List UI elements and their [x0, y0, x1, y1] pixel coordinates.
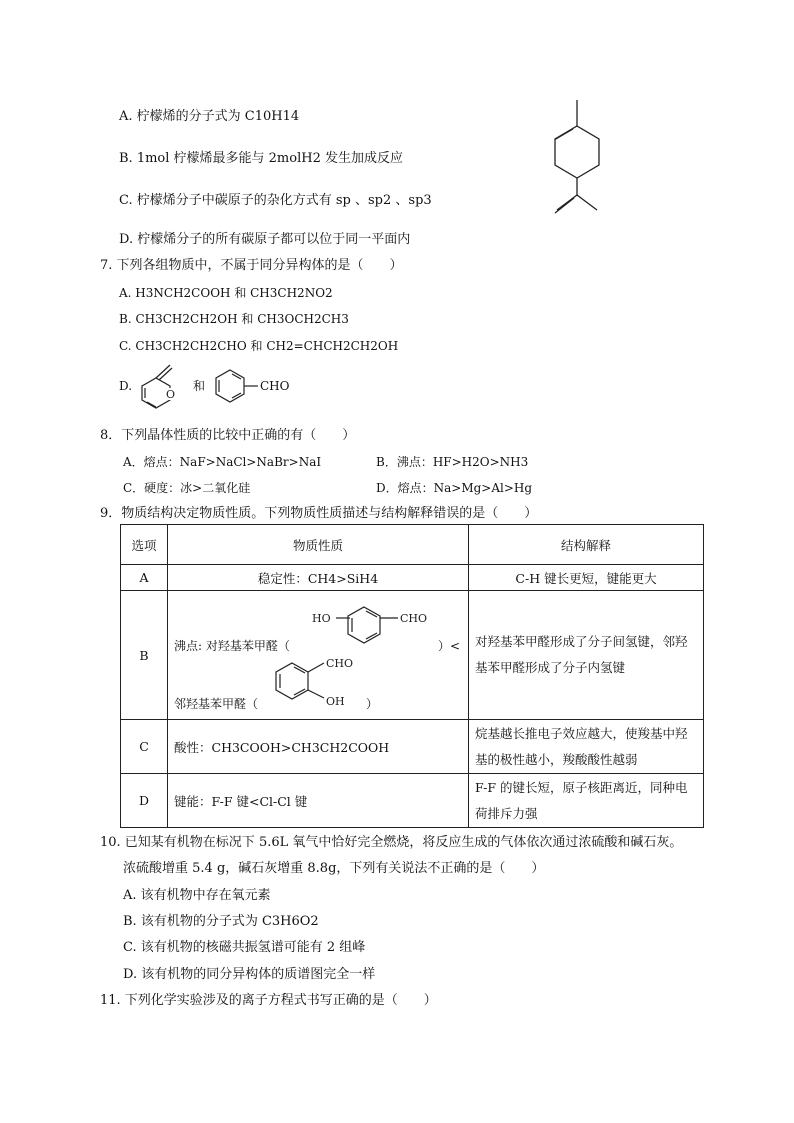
row-b-explanation: 对羟基苯甲醛形成了分子间氢键，邻羟基苯甲醛形成了分子内氢键 — [469, 591, 704, 720]
table-row — [121, 774, 704, 828]
cho-label: CHO — [326, 657, 354, 670]
header-option: 选项 — [121, 525, 168, 565]
header-property: 物质性质 — [168, 525, 469, 565]
row-d-property: 键能：F-F 键<Cl-Cl 键 — [168, 774, 469, 828]
table-header-row — [121, 525, 704, 565]
q7-option-a: A. H3NCH2COOH 和 CH3CH2NO2 — [119, 286, 333, 300]
q9-table — [120, 524, 704, 828]
q8-option-c: C．硬度：冰>二氧化硅 — [123, 481, 251, 495]
q10-option-c: C. 该有机物的核磁共振氢谱可能有 2 组峰 — [123, 940, 366, 955]
benzaldehyde-structure — [210, 366, 260, 406]
row-b-prop1-end: ）< — [438, 639, 461, 653]
row-c-explanation: 烷基越长推电子效应越大，使羧基中羟基的极性越小，羧酸酸性越弱 — [469, 720, 704, 774]
q6-option-b: B. 1mol 柠檬烯最多能与 2molH2 发生加成反应 — [119, 151, 403, 166]
q8-stem: 8．下列晶体性质的比较中正确的有（ ） — [100, 428, 356, 443]
table-row — [121, 591, 704, 720]
row-c-option: C — [121, 720, 168, 774]
oh-label: OH — [326, 695, 345, 708]
row-b-option: B — [121, 591, 168, 720]
q6-option-a: A. 柠檬烯的分子式为 C10H14 — [119, 109, 300, 124]
cho-label: CHO — [400, 612, 428, 625]
pyran-structure — [138, 360, 188, 412]
q8-option-d: D．熔点：Na>Mg>Al>Hg — [376, 481, 533, 495]
q10-option-a: A. 该有机物中存在氧元素 — [123, 888, 271, 903]
q6-option-d: D. 柠檬烯分子的所有碳原子都可以位于同一平面内 — [119, 232, 411, 247]
q7-option-d-and: 和 — [193, 379, 206, 393]
row-b-prop2: 邻羟基苯甲醛（ — [174, 697, 259, 711]
row-b-prop2-end: ） — [366, 697, 379, 711]
q7-stem: 7. 下列各组物质中，不属于同分异构体的是（ ） — [100, 258, 403, 273]
row-a-property: 稳定性：CH4>SiH4 — [168, 565, 469, 591]
row-b-property — [168, 591, 469, 720]
q10-option-b: B. 该有机物的分子式为 C3H6O2 — [123, 914, 319, 929]
row-a-option: A — [121, 565, 168, 591]
q7-option-c: C. CH3CH2CH2CHO 和 CH2=CHCH2CH2OH — [119, 339, 399, 353]
row-a-explanation: C-H 键长更短，键能更大 — [469, 565, 704, 591]
q9-stem: 9．物质结构决定物质性质。下列物质性质描述与结构解释错误的是（ ） — [100, 506, 538, 521]
row-d-option: D — [121, 774, 168, 828]
row-b-prop1: 沸点: 对羟基苯甲醛（ — [174, 639, 290, 653]
table-row — [121, 565, 704, 591]
q7-option-b: B. CH3CH2CH2OH 和 CH3OCH2CH3 — [119, 312, 349, 326]
o-hydroxybenzaldehyde-structure — [270, 655, 380, 717]
q11-stem: 11. 下列化学实验涉及的离子方程式书写正确的是（ ） — [100, 993, 437, 1008]
row-d-explanation: F-F 的键长短，原子核距离近，同种电荷排斥力强 — [469, 774, 704, 828]
table-row — [121, 720, 704, 774]
q10-stem-line1: 10. 已知某有机物在标况下 5.6L 氧气中恰好完全燃烧，将反应生成的气体依次通过浓硫酸和碱石灰。 — [100, 835, 683, 850]
ho-label: HO — [312, 612, 331, 625]
q7-option-d-cho: CHO — [260, 379, 290, 393]
q8-option-b: B．沸点：HF>H2O>NH3 — [376, 455, 529, 469]
row-c-property: 酸性：CH3COOH>CH3CH2COOH — [168, 720, 469, 774]
p-hydroxybenzaldehyde-structure — [306, 603, 456, 659]
q8-option-a: A．熔点：NaF>NaCl>NaBr>NaI — [123, 455, 322, 469]
q6-option-c: C. 柠檬烯分子中碳原子的杂化方式有 sp 、sp2 、sp3 — [119, 193, 432, 208]
q10-option-d: D. 该有机物的同分异构体的质谱图完全一样 — [123, 967, 376, 982]
q7-option-d-label: D. — [119, 379, 133, 393]
q10-stem-line2: 浓硫酸增重 5.4 g，碱石灰增重 8.8g，下列有关说法不正确的是（ ） — [123, 861, 545, 876]
header-explanation: 结构解释 — [469, 525, 704, 565]
limonene-structure — [540, 98, 620, 218]
pyran-oxygen-label: O — [166, 388, 176, 401]
